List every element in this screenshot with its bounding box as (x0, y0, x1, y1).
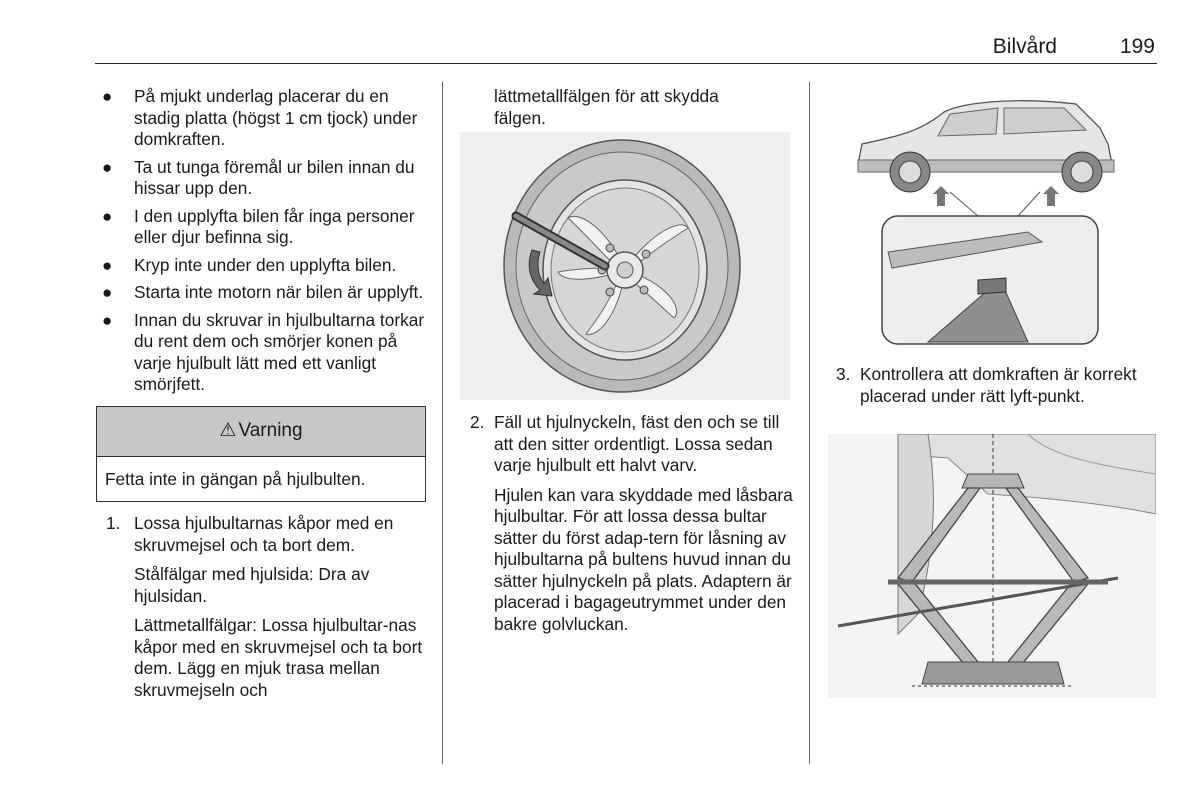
list-item: ● Kryp inte under den upplyfta bilen. (102, 254, 397, 275)
warning-triangle-icon: ⚠ (219, 420, 237, 442)
step-1 (106, 513, 426, 701)
column-2 (470, 86, 795, 129)
step-3 (836, 364, 1151, 407)
bullet-icon: ● (102, 87, 113, 106)
car-lift-points-illustration (828, 82, 1156, 346)
step-text: Lossa hjulbultarnas kåpor med en skruvmejsel och ta bort dem. (134, 513, 394, 555)
column-2-step (470, 412, 795, 635)
wheel-wrench-illustration (460, 132, 790, 400)
list-item: ● Starta inte motorn när bilen är upplyft. (102, 282, 424, 302)
bullet-icon: ● (102, 283, 113, 302)
column-divider-1 (442, 82, 443, 764)
list-item: ● På mjukt underlag placerar du en stadig platta (högst 1 cm tjock) under domkraften. (102, 86, 418, 149)
column-3-step (836, 364, 1151, 407)
step-subtext: Stålfälgar med hjulsida: Dra av hjulsidan. (134, 564, 370, 606)
header-rule (95, 63, 1157, 64)
bullet-icon: ● (102, 255, 113, 275)
running-header-section: Bilvård (992, 35, 1057, 58)
step-number: 3. (836, 364, 851, 384)
scissor-jack-illustration (828, 434, 1156, 698)
bullet-icon: ● (102, 157, 113, 177)
warning-box (96, 406, 426, 503)
column-divider-2 (809, 82, 810, 764)
warning-header (97, 407, 425, 457)
safety-bullet-list (96, 86, 426, 396)
step-text: Kontrollera att domkraften är korrekt placerad under rätt lyft-punkt. (860, 364, 1137, 406)
bullet-icon: ● (102, 310, 113, 330)
list-item: ● Ta ut tunga föremål ur bilen innan du hissar upp den. (102, 156, 415, 198)
step-number: 2. (470, 412, 485, 432)
step-subtext: Hjulen kan vara skyddade med låsbara hjulbultar. För att lossa dessa bultar sätter du först adap-tern för låsning av hjulbultarna på bultens huvud innan du sätter hjulnyckeln på plats. Adaptern är placerad i bagageutrymmet under den bakre golvluckan. (494, 484, 793, 634)
step-number: 1. (106, 513, 121, 533)
list-item: ● I den upplyfta bilen får inga personer eller djur befinna sig. (102, 205, 415, 247)
warning-title: Varning (238, 420, 303, 442)
continued-text: lättmetallfälgen för att skydda fälgen. (494, 86, 719, 128)
page-number: 199 (1119, 35, 1155, 58)
column-1 (96, 86, 426, 701)
step-subtext: Lättmetallfälgar: Lossa hjulbultar-nas kåpor med en skruvmejsel och ta bort dem. Lägg en mjuk trasa mellan skruvmejseln och (134, 615, 423, 700)
bullet-icon: ● (102, 206, 113, 226)
step-text: Fäll ut hjulnyckeln, fäst den och se till att den sitter ordentligt. Lossa sedan varje hjulbult ett halvt varv. (494, 412, 780, 475)
warning-text: Fetta inte in gängan på hjulbulten. (105, 468, 366, 489)
list-item: ● Innan du skruvar in hjulbultarna torkar du rent dem och smörjer konen på varje hjulbult lätt med ett vanligt smörjfett. (102, 309, 425, 394)
step-2 (470, 412, 795, 635)
